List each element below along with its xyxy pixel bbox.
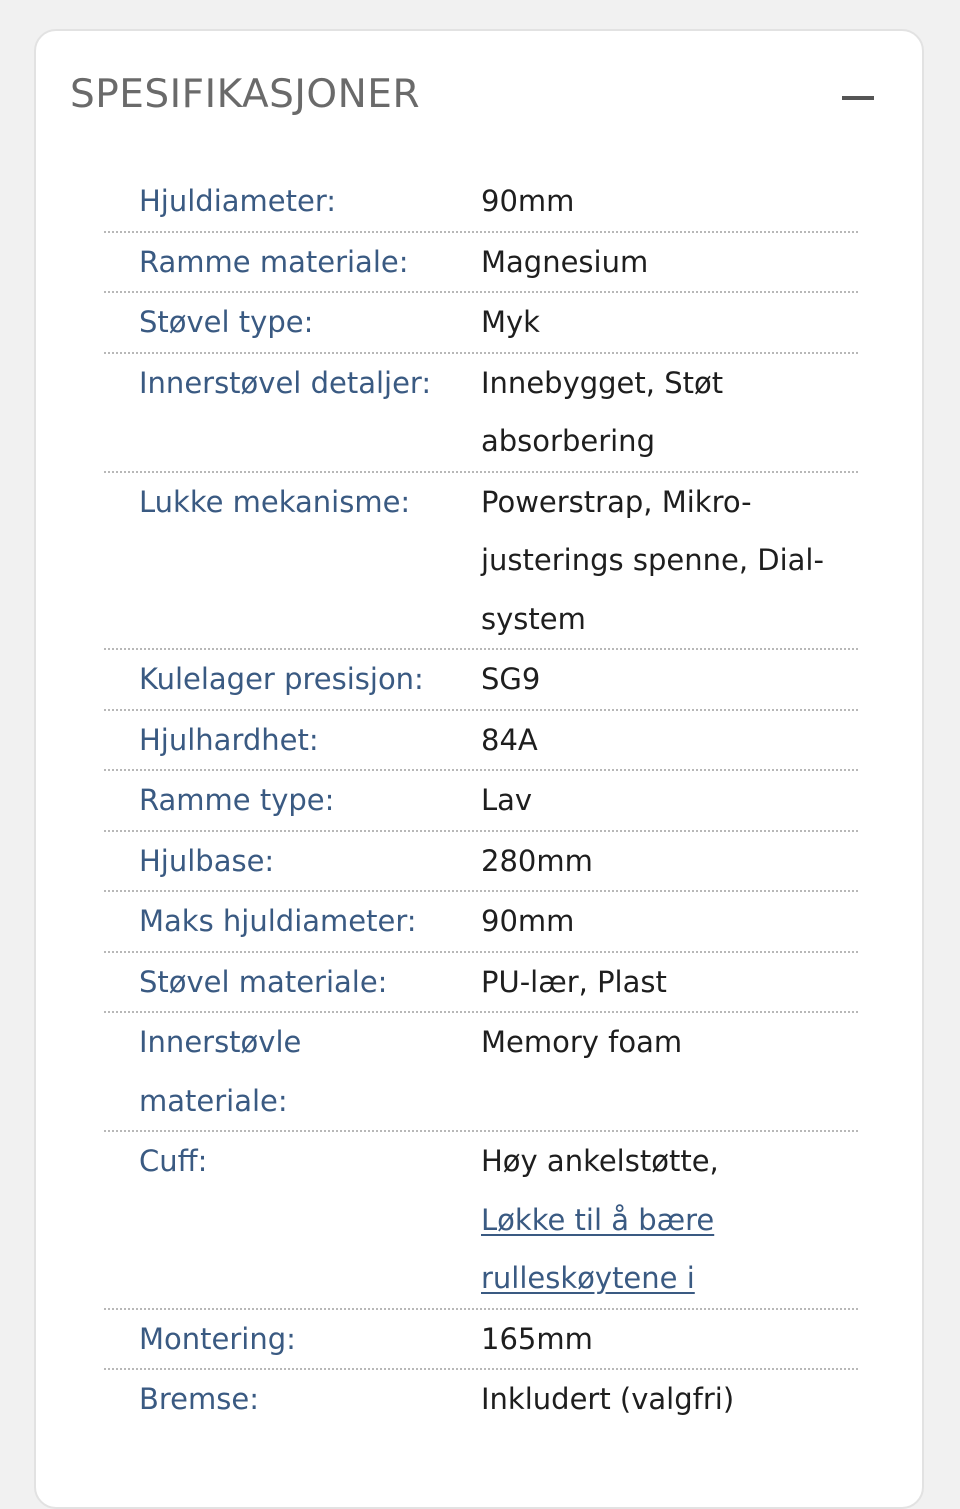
spec-label[interactable]: Montering: [139,1321,296,1356]
spec-row [104,1132,858,1310]
spec-value: Powerstrap, Mikro-justerings spenne, Dial-system [481,484,824,636]
spec-row [104,233,858,294]
spec-label[interactable]: Hjulbase: [139,843,275,878]
spec-label[interactable]: Støvel type: [139,305,314,339]
spec-value: 84A [481,722,538,757]
spec-label[interactable]: Hjuldiameter: [139,184,337,218]
spec-row [104,1013,858,1132]
spec-value-link[interactable]: Løkke til å bære rulleskøytene i [481,1202,715,1295]
spec-label[interactable]: Lukke mekanisme: [139,484,411,519]
section-title: SPESIFIKASJONER [70,72,421,117]
section-header[interactable] [36,31,922,151]
spec-value: Inkludert (valgfri) [481,1382,735,1416]
spec-row [104,1310,858,1371]
spec-row [104,1370,858,1429]
spec-value [481,1132,858,1308]
spec-label[interactable]: Cuff: [139,1144,208,1178]
minus-icon[interactable] [842,83,876,113]
spec-value: 90mm [481,184,575,218]
spec-value: PU-lær, Plast [481,964,667,999]
spec-label[interactable]: Kulelager presisjon: [139,662,424,696]
spec-label[interactable]: Støvel materiale: [139,964,388,999]
collapse-bar [842,96,874,100]
spec-label[interactable]: Innerstøvel detaljer: [139,365,432,400]
spec-label[interactable]: Maks hjuldiameter: [139,904,417,938]
spec-label[interactable]: Ramme type: [139,783,335,817]
spec-label[interactable]: Ramme materiale: [139,244,409,279]
spec-row [104,953,858,1014]
spec-row [104,473,858,651]
spec-value: Myk [481,305,540,339]
spec-value: 90mm [481,904,575,938]
spec-label[interactable]: Hjulhardhet: [139,722,319,757]
spec-label[interactable]: Innerstøvle materiale: [139,1025,302,1118]
spec-value: Lav [481,783,533,817]
spec-value: Memory foam [481,1025,683,1059]
specifications-card [34,29,924,1509]
spec-value-text: Høy ankelstøtte, [481,1144,719,1178]
spec-row [104,711,858,772]
spec-row [104,354,858,473]
spec-row [104,771,858,832]
spec-row [104,892,858,953]
spec-row [104,172,858,233]
spec-row [104,293,858,354]
spec-value: Innebygget, Støt absorbering [481,365,724,458]
spec-value: Magnesium [481,244,649,279]
spec-value: 165mm [481,1321,593,1356]
spec-row [104,832,858,893]
spec-value: SG9 [481,662,541,696]
spec-table [104,172,858,1429]
spec-row [104,650,858,711]
spec-value: 280mm [481,843,593,878]
spec-label[interactable]: Bremse: [139,1382,259,1416]
